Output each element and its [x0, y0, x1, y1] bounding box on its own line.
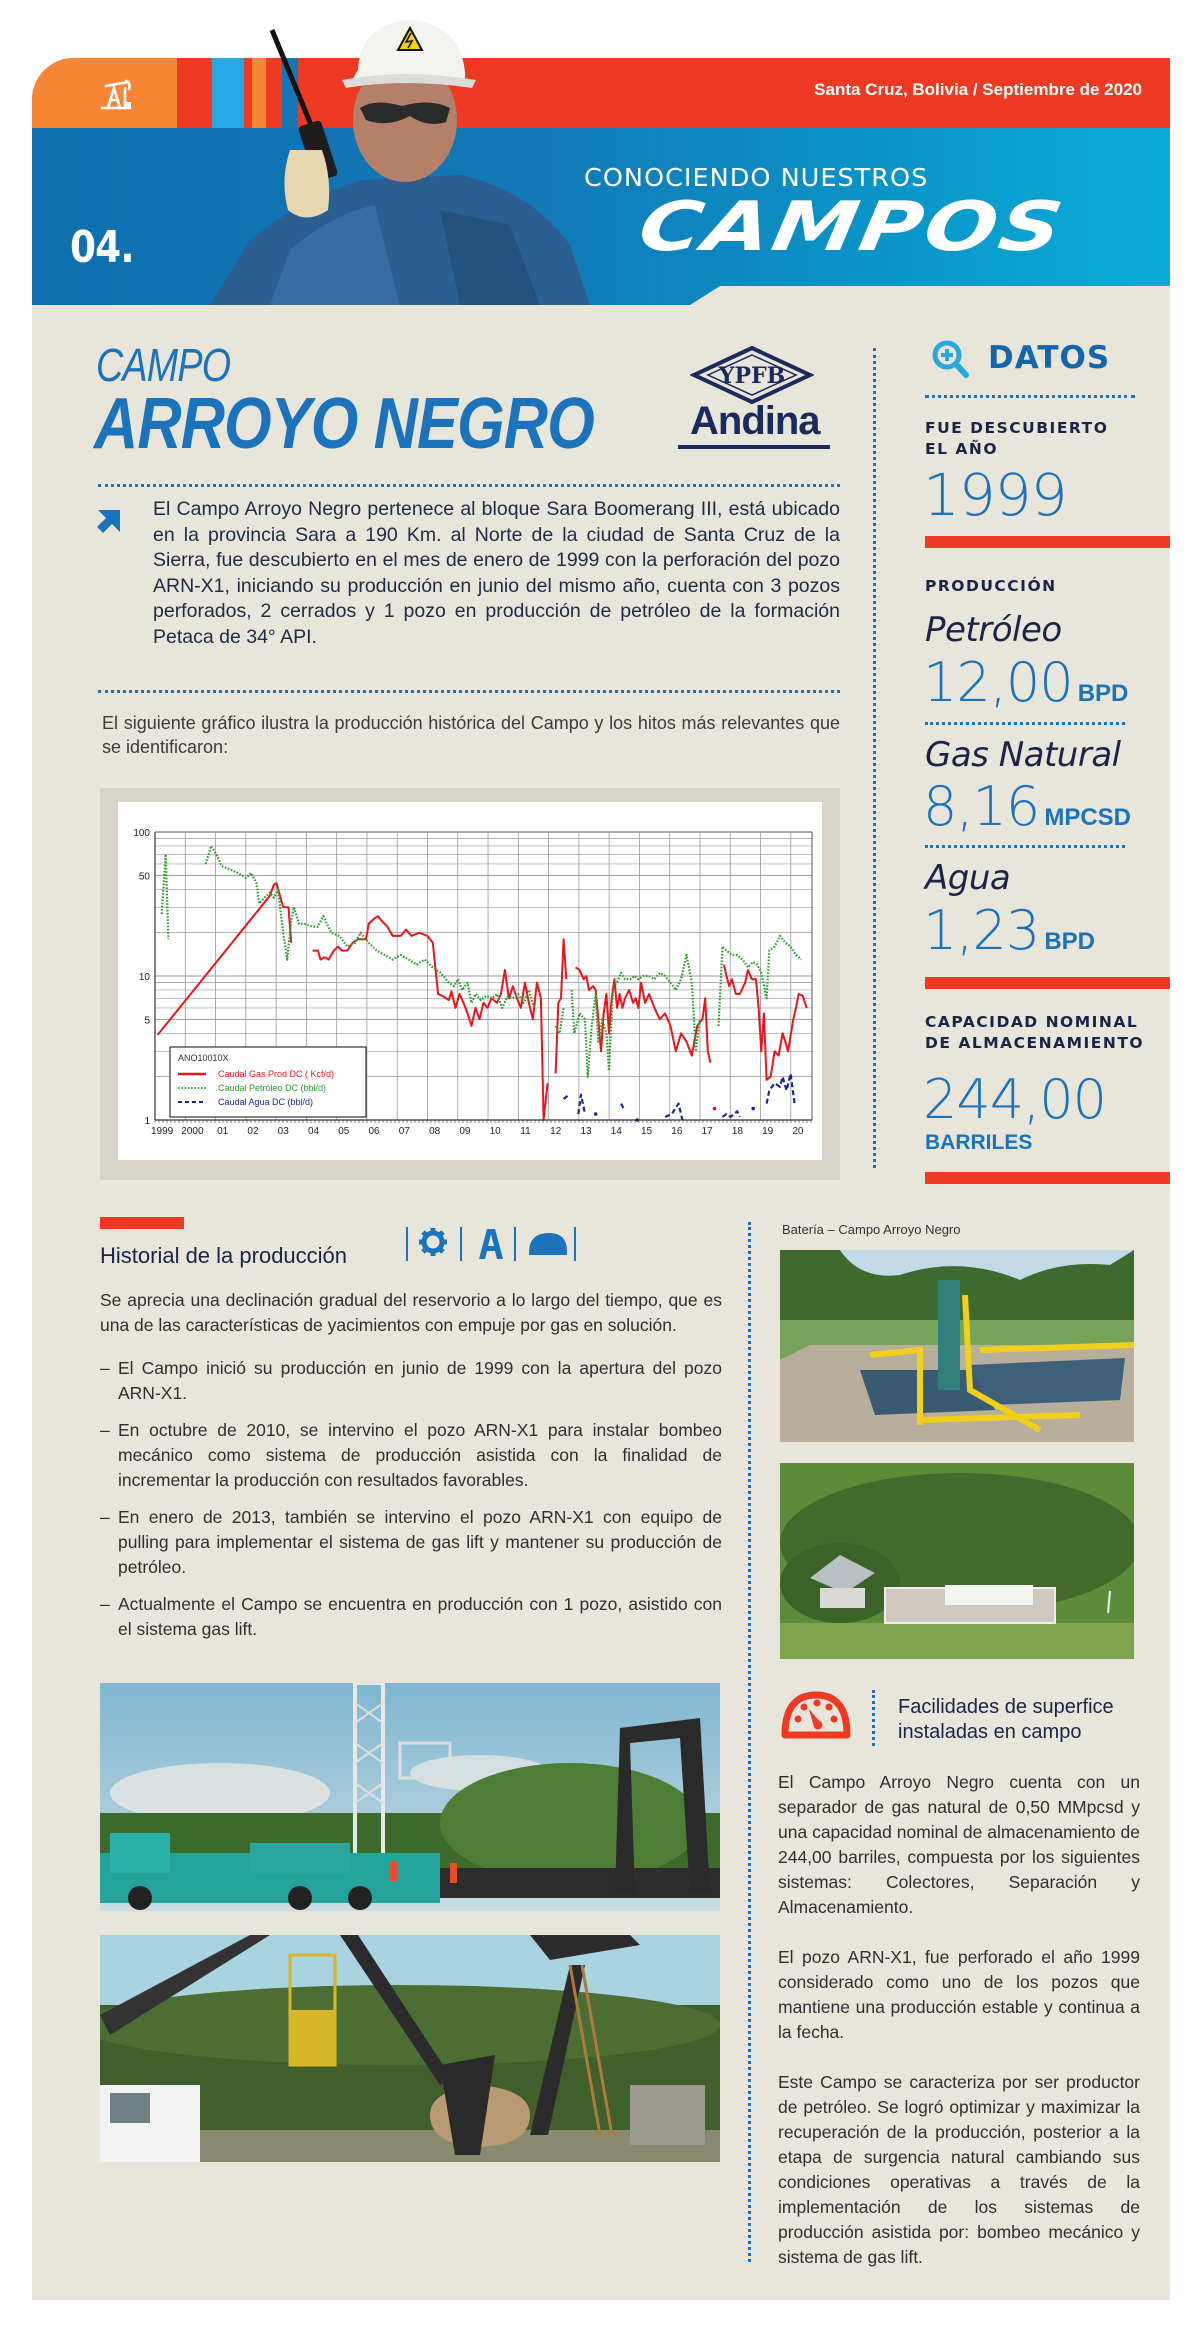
x-tick-label: 12: [550, 1126, 562, 1137]
wellhead-photo: [780, 1250, 1134, 1442]
production-water: [923, 899, 1095, 962]
header-title: CAMPOS: [633, 188, 1071, 267]
x-tick-label: 20: [792, 1126, 804, 1137]
x-tick-label: 2000: [181, 1126, 204, 1137]
storage-unit: BARRILES: [925, 1131, 1033, 1154]
history-bullet: [100, 1505, 722, 1580]
x-tick-label: 08: [429, 1126, 441, 1137]
storage-value: 244,00: [923, 1068, 1106, 1131]
x-tick-label: 10: [489, 1126, 501, 1137]
production-gas-name: Gas Natural: [925, 735, 1121, 775]
x-tick-label: 14: [610, 1126, 622, 1137]
bullet-marker: –: [100, 1420, 110, 1440]
facilities-title: [898, 1695, 1114, 1745]
production-oil-value: 12,00: [923, 651, 1073, 714]
x-tick-label: 17: [701, 1126, 713, 1137]
divider-dotted: [98, 690, 840, 693]
header-notch: [690, 286, 1170, 305]
red-divider: [925, 977, 1170, 989]
history-bullet-text: El Campo inició su producción en junio de 1999 con la apertura del pozo ARN-X1.: [118, 1358, 722, 1403]
production-water-value: 1,23: [923, 899, 1040, 962]
x-tick-label: 13: [580, 1126, 592, 1137]
storage-label: CAPACIDAD NOMINAL DE ALMACENAMIENTO: [925, 1013, 1145, 1052]
discovered-label: FUE DESCUBIERTO EL AÑO: [925, 419, 1109, 458]
header-kicker: CONOCIENDO NUESTROS: [584, 163, 929, 192]
series-line: [724, 965, 807, 1080]
bullet-marker: –: [100, 1594, 110, 1614]
pumpjack-icon: [96, 74, 136, 114]
production-water-name: Agua: [925, 858, 1011, 898]
legend-label-gas: Caudal Gas Prod DC ( Kcf/d): [218, 1069, 335, 1079]
facilities-paragraph: El pozo ARN-X1, fue perforado el año 1999 considerado como uno de los pozos que mantiene una producción estable y continua a la fecha.: [778, 1947, 1140, 2042]
series-line: [162, 854, 169, 939]
field-intro: El Campo Arroyo Negro pertenece al bloque Sara Boomerang III, está ubicado en la provincia Sara a 190 Km. al Norte de la ciudad de Santa Cruz de la Sierra, fue descubierto en el mes de enero de 1999 con la perforación del pozo ARN-X1, iniciando su producción en junio del mismo año, cuenta con 3 pozos perforados, 2 cerrados y 1 pozo en producción de petróleo de la formación Petaca de 34° API.: [153, 498, 840, 648]
column-divider: [748, 1222, 751, 2262]
battery-aerial-photo: [780, 1463, 1134, 1659]
field-name: ARROYO NEGRO: [94, 384, 594, 464]
discovered-year: 1999: [923, 461, 1067, 529]
gauge-icon: [781, 1689, 851, 1739]
x-tick-label: 07: [398, 1126, 410, 1137]
x-tick-label: 15: [640, 1126, 653, 1137]
production-gas-unit: MPCSD: [1044, 804, 1131, 831]
x-tick-label: 02: [247, 1126, 259, 1137]
series-1: [162, 846, 802, 1077]
history-bullet: [100, 1418, 722, 1493]
series-line: [572, 955, 700, 1077]
y-tick-label: 100: [133, 828, 150, 839]
facilities-title-line1: Facilidades de superfice: [898, 1696, 1114, 1718]
series-line: [723, 1111, 740, 1117]
location-date: Santa Cruz, Bolivia / Septiembre de 2020: [814, 80, 1142, 99]
ypfb-emblem-icon: [690, 345, 814, 405]
x-tick-label: 18: [731, 1126, 743, 1137]
divider-dotted: [925, 722, 1125, 725]
divider-dotted: [925, 395, 1135, 398]
facilities-paragraph: Este Campo se caracteriza por ser productor de petróleo. Se logró optimizar y maximizar la recuperación de la producción, posterior a la etapa de surgencia natural cambiando sus condiciones operativas a través de la implementación de los sistemas de producción asistida por: bombeo mecánico y sistema de gas lift.: [778, 2072, 1140, 2267]
series-line: [576, 967, 711, 1062]
series-line: [578, 1095, 585, 1114]
legend-title: ANO10010X: [178, 1053, 229, 1063]
red-divider: [925, 536, 1170, 548]
series-2: [564, 1074, 795, 1122]
series-line: [158, 883, 292, 1035]
red-divider: [925, 1172, 1170, 1184]
production-label: PRODUCCIÓN: [925, 577, 1057, 595]
x-tick-label: 09: [459, 1126, 471, 1137]
history-bullet-text: En enero de 2013, también se intervino el pozo ARN-X1 con equipo de pulling para implementar el sistema de gas lift y mantener su producción de petróleo.: [118, 1507, 722, 1577]
bullet-marker: –: [100, 1507, 110, 1527]
production-water-unit: BPD: [1044, 928, 1095, 955]
history-body: [100, 1288, 722, 1642]
history-bullet: [100, 1356, 722, 1406]
chart-lead-text: El siguiente gráfico ilustra la producción histórica del Campo y los hitos más relevantes que se identificaron:: [102, 713, 840, 757]
hard-hat-icon: [529, 1233, 567, 1255]
series-line: [206, 846, 535, 1008]
data-point: [751, 1107, 755, 1111]
production-gas: [923, 775, 1131, 838]
x-tick-label: 04: [307, 1126, 320, 1137]
x-tick-label: 11: [520, 1126, 531, 1137]
series-line: [665, 1104, 682, 1120]
header-orange-tab: [32, 58, 177, 128]
history-icons: [405, 1225, 735, 1263]
series-line: [621, 1104, 624, 1109]
series-line: [556, 939, 567, 1073]
production-gas-value: 8,16: [923, 775, 1040, 838]
ypfb-andina-logo: [672, 345, 842, 455]
legend-label-oil: Caudal Petróleo DC (bbl/d): [218, 1083, 327, 1093]
arrow-up-right-icon: [95, 505, 125, 535]
x-tick-label: 05: [338, 1126, 350, 1137]
facilities-title-line2: instaladas en campo: [898, 1721, 1082, 1743]
divider-dotted: [925, 845, 1125, 848]
history-accent-bar: [100, 1217, 184, 1229]
series-line: [564, 1095, 569, 1099]
y-tick-label: 5: [144, 1015, 150, 1027]
y-tick-label: 1: [144, 1116, 150, 1127]
field-label: CAMPO: [96, 339, 231, 391]
facilities-body: [778, 1770, 1140, 2295]
x-tick-label: 01: [217, 1126, 229, 1137]
x-tick-label: 19: [762, 1126, 774, 1137]
production-oil-unit: BPD: [1077, 680, 1129, 707]
history-intro: Se aprecia una declinación gradual del reservorio a lo largo del tiempo, que es una de las características de yacimientos con empuje por gas en solución.: [100, 1290, 722, 1335]
history-bullet-text: Actualmente el Campo se encuentra en producción con 1 pozo, asistido con el sistema gas lift.: [118, 1594, 722, 1639]
history-title: Historial de la producción: [100, 1243, 348, 1268]
x-tick-label: 03: [277, 1126, 289, 1137]
logo-emblem-text: YPFB: [718, 363, 786, 389]
y-tick-label: 10: [138, 972, 150, 983]
pumpjack-photo: [100, 1935, 720, 2162]
production-chart: [118, 802, 822, 1160]
chart-legend: [170, 1047, 366, 1117]
production-oil-name: Petróleo: [925, 610, 1062, 650]
logo-name: Andina: [690, 399, 820, 443]
gear-icon: [419, 1228, 447, 1256]
facilities-divider: [872, 1690, 875, 1746]
battery-caption: Batería – Campo Arroyo Negro: [782, 1222, 961, 1237]
sidebar-divider: [873, 348, 876, 1168]
production-oil: [923, 651, 1129, 714]
datos-title: DATOS: [988, 340, 1111, 376]
x-tick-label: 16: [671, 1126, 683, 1137]
history-bullet: [100, 1592, 722, 1642]
history-bullet-text: En octubre de 2010, se intervino el pozo ARN-X1 para instalar bombeo mecánico como sistema de producción asistida con la finalidad de incrementar la producción con resultados favorables.: [118, 1420, 722, 1490]
letter-a-icon: [479, 1229, 503, 1259]
issue-number: 04.: [70, 222, 134, 273]
search-plus-icon: [930, 338, 970, 378]
bullet-marker: –: [100, 1358, 110, 1378]
x-tick-label: 1999: [151, 1126, 174, 1137]
legend-label-water: Caudal Agua DC (bbl/d): [218, 1097, 314, 1107]
y-tick-label: 50: [138, 871, 150, 883]
series-line: [767, 1074, 795, 1104]
data-point: [713, 1107, 717, 1111]
logo-underline: [678, 445, 830, 449]
header-stripe: [177, 58, 212, 128]
facilities-paragraph: El Campo Arroyo Negro cuenta con un separador de gas natural de 0,50 MMpcsd y una capacidad nominal de almacenamiento de 244,00 barriles, compuesta por los siguientes sistemas: Colectores, Separación y Almacenamiento.: [778, 1772, 1140, 1917]
x-tick-label: 06: [368, 1126, 380, 1137]
divider-dotted: [98, 484, 840, 487]
worker-photo: [210, 10, 590, 305]
workover-rig-photo: [100, 1683, 720, 1911]
data-point: [594, 1112, 598, 1116]
